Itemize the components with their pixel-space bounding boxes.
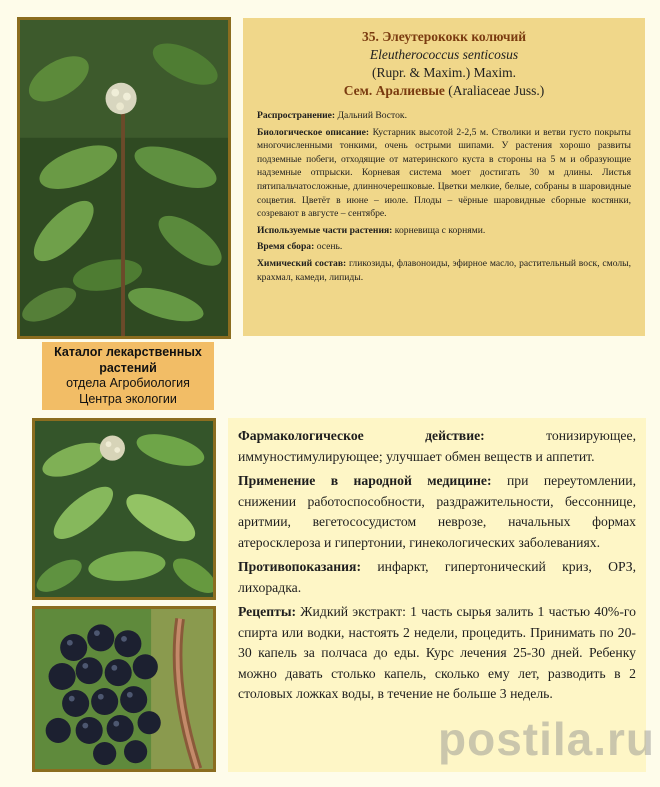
parts-text: корневища с корнями. <box>394 224 486 236</box>
catalog-line1: Каталог лекарственных растений <box>54 345 202 375</box>
time-label: Время сбора: <box>257 241 315 253</box>
plant-photo-berries <box>32 606 216 772</box>
latin-name: Eleutherococcus senticosus <box>369 47 519 62</box>
parts-paragraph <box>257 224 631 238</box>
family-latin: (Araliaceae Juss.) <box>448 83 545 98</box>
chem-text: гликозиды, флавоноиды, эфирное масло, растительный воск, смолы, крахмал, камеди, липиды. <box>257 257 631 283</box>
plant-photo-leaves <box>32 418 216 600</box>
recipe-paragraph <box>238 602 636 705</box>
recipe-label: Рецепты: <box>238 604 297 619</box>
contra-text: инфаркт, гипертонический криз, ОРЗ, лихорадка. <box>238 559 637 595</box>
authors: (Rupr. & Maxim.) Maxim. <box>372 65 516 80</box>
distribution-text: Дальний Восток. <box>337 110 407 121</box>
contra-paragraph <box>238 557 636 598</box>
plant-header <box>257 28 631 100</box>
pharm-label: Фармакологическое действие: <box>238 428 485 443</box>
description-body <box>257 109 631 284</box>
catalog-line2: отдела Агробиология <box>66 376 190 390</box>
catalog-label <box>42 342 214 410</box>
pharm-paragraph <box>238 426 636 467</box>
folk-paragraph <box>238 471 636 553</box>
plant-title: 35. Элеутерококк колючий <box>361 29 527 44</box>
parts-label: Используемые части растения: <box>257 224 393 236</box>
time-paragraph <box>257 240 631 254</box>
description-panel <box>243 18 645 336</box>
contra-label: Противопоказания: <box>238 559 362 574</box>
distribution-paragraph <box>257 109 631 123</box>
plant-photo-main <box>17 17 231 339</box>
folk-text: при переутомлении, снижении работоспособности, раздражительности, бессоннице, аритмии, вегетососудистом неврозе, начальных формах атеросклероза и гипертонии, гинекологических заболеваниях. <box>238 473 637 550</box>
pharm-text: тонизирующее, иммуностимулирующее; улучшает обмен веществ и аппетит. <box>238 428 636 464</box>
family-label: Сем. Аралиевые <box>343 83 445 98</box>
medical-panel <box>228 418 646 772</box>
bio-text: Кустарник высотой 2-2,5 м. Стволики и ветви густо покрыты многочисленными тонкими, очень острыми шипами. У растения хорошо развиты подземные побеги, отходящие от материнского куста в стороны на 5 м и образующие надземные отпрыски. Корневая система моет достигать 30 м длины. Листья пятипальчатосложные, длинночерешковые. Цветки мелкие, белые, собраны в шаровидные соцветия. Цветёт в июне – июле. Плоды – чёрные шаровидные сборные костянки, созревают в августе – сентябре. <box>257 126 631 220</box>
chem-label: Химический состав: <box>257 257 347 269</box>
time-text: осень. <box>316 241 343 253</box>
folk-label: Применение в народной медицине: <box>238 473 492 488</box>
watermark: postila.ru <box>438 713 656 765</box>
distribution-label: Распространение: <box>257 110 336 121</box>
chem-paragraph <box>257 257 631 284</box>
catalog-line3: Центра экологии <box>79 391 177 406</box>
bio-label: Биологическое описание: <box>257 126 370 138</box>
recipe-text: Жидкий экстракт: 1 часть сырья залить 1 частью 40%-го спирта или водки, настоять 2 недели, процедить. Принимать по 20-30 капель за полчаса до еды. Курс лечения 25-30 дней. Ребенку можно давать столько капель, сколько ему лет, разводить в 2 столовых ложках воды, в течение не больше 3 недель. <box>238 604 636 701</box>
bio-paragraph <box>257 126 631 221</box>
